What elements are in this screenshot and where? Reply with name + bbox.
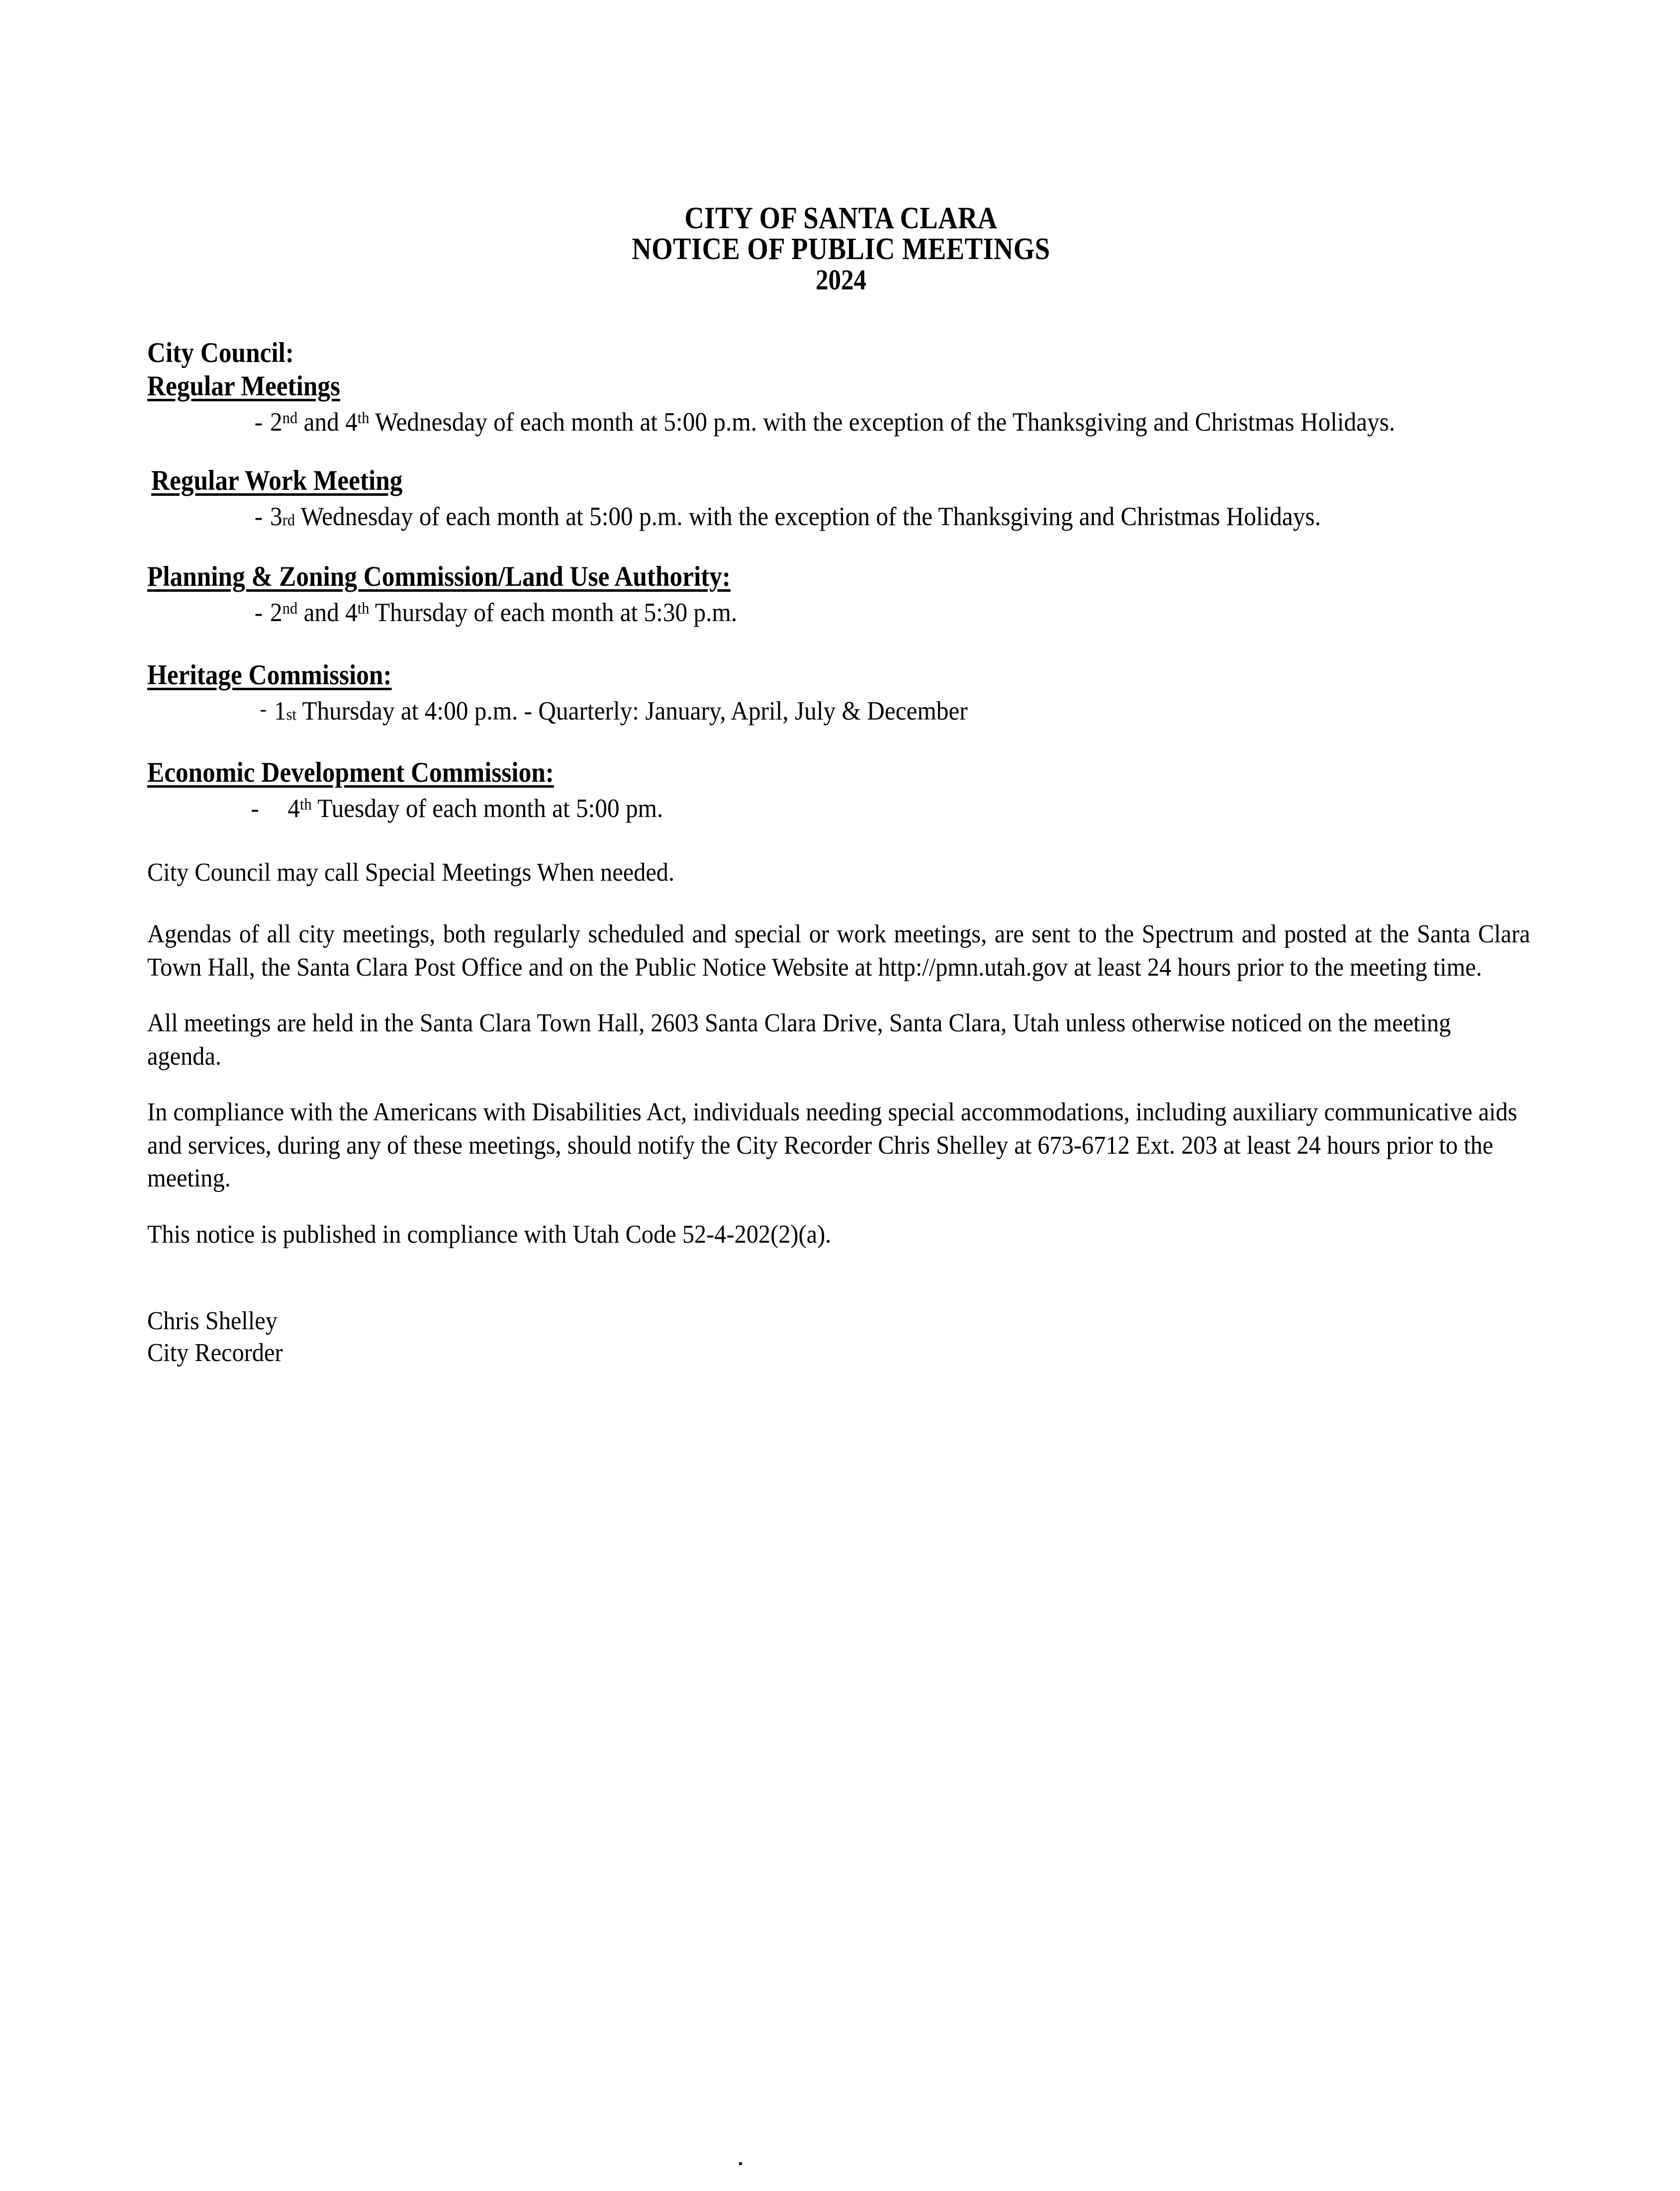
- title-line-notice: NOTICE OF PUBLIC MEETINGS: [632, 232, 1050, 266]
- detail-text: Thursday of each month at 5:30 p.m.: [374, 598, 738, 628]
- section-regular-meetings: [147, 370, 1535, 439]
- paragraph-special-meetings: City Council may call Special Meetings When needed.: [147, 858, 675, 887]
- document-title-block: [147, 203, 1535, 294]
- detail-regular-work-meeting: [147, 500, 1637, 534]
- paragraph-agendas: Agendas of all city meetings, both regularly scheduled and special or work meetings, are sent to the Spectrum and posted at the Santa Clara Town Hall, the Santa Clara Post Office and on the Public Notice Website at http://pmn.utah.gov at least 24 hours prior to the meeting time.: [147, 920, 1530, 982]
- heading-heritage-commission: Heritage Commission:: [147, 659, 392, 691]
- title-year: 2024: [815, 264, 867, 296]
- document-content: [147, 0, 1535, 1369]
- detail-ordinal-1-suffix: nd: [282, 600, 298, 618]
- detail-ordinal-1-suffix: nd: [282, 409, 298, 427]
- title-line-city: CITY OF SANTA CLARA: [684, 201, 998, 235]
- detail-ordinal-1-suffix: rd: [282, 511, 295, 530]
- heading-regular-meetings: Regular Meetings: [147, 370, 341, 402]
- signature-block: [147, 1305, 1438, 1369]
- detail-ordinal-1-suffix: th: [300, 795, 312, 814]
- detail-economic-development: [147, 792, 1633, 825]
- detail-planning-zoning: [147, 596, 1637, 630]
- signature-name: Chris Shelley: [147, 1306, 278, 1335]
- section-regular-work-meeting: [147, 465, 1535, 534]
- detail-text: Tuesday of each month at 5:00 pm.: [317, 794, 663, 823]
- section-planning-zoning: [147, 561, 1535, 630]
- scan-artifact-dot: [739, 2162, 742, 2165]
- signature-role: City Recorder: [147, 1339, 283, 1368]
- section-economic-development: [147, 757, 1535, 825]
- detail-text: Wednesday of each month at 5:00 p.m. with the exception of the Thanksgiving and Christmas Holidays.: [374, 407, 1396, 437]
- detail-ordinal-2-suffix: th: [357, 409, 370, 427]
- detail-dash: -: [251, 794, 259, 823]
- detail-conjunction: and: [303, 598, 339, 628]
- section-heritage-commission: [147, 659, 1535, 728]
- paragraph-location: All meetings are held in the Santa Clara Town Hall, 2603 Santa Clara Drive, Santa Clara, Utah unless otherwise noticed on the meeting agenda.: [147, 1009, 1451, 1071]
- paragraph-statute: This notice is published in compliance with Utah Code 52-4-202(2)(a).: [147, 1220, 832, 1249]
- detail-regular-meetings: [147, 406, 1637, 439]
- heading-city-council: City Council:: [147, 337, 294, 368]
- detail-ordinal-1-suffix: st: [286, 706, 296, 724]
- detail-ordinal-1: 2: [270, 598, 282, 628]
- detail-text: Wednesday of each month at 5:00 p.m. with the exception of the Thanksgiving and Christmas Holidays.: [300, 502, 1321, 531]
- detail-dash: -: [260, 697, 267, 721]
- paragraph-ada: In compliance with the Americans with Disabilities Act, individuals needing special accommodations, including auxiliary communicative aids and services, during any of these meetings, should notify the City Recorder Chris Shelley at 673-6712 Ext. 203 at least 24 hours prior to the meeting.: [147, 1098, 1517, 1193]
- detail-text: Thursday at 4:00 p.m. - Quarterly: January, April, July & December: [302, 697, 968, 726]
- detail-dash: -: [254, 598, 263, 628]
- detail-ordinal-1: 4: [287, 794, 300, 823]
- heading-regular-work-meeting: Regular Work Meeting: [151, 464, 403, 496]
- detail-dash: -: [254, 502, 263, 531]
- section-city-council: [147, 337, 1535, 369]
- detail-conjunction: and: [303, 407, 339, 437]
- detail-ordinal-1: 2: [270, 407, 282, 437]
- heading-economic-development: Economic Development Commission:: [147, 756, 554, 788]
- detail-ordinal-1: 1: [274, 697, 286, 726]
- detail-ordinal-2: 4: [345, 598, 358, 628]
- detail-dash: -: [254, 407, 263, 437]
- heading-planning-zoning: Planning & Zoning Commission/Land Use Authority:: [147, 561, 731, 593]
- detail-ordinal-1: 3: [270, 502, 282, 531]
- detail-ordinal-2: 4: [345, 407, 358, 437]
- detail-ordinal-2-suffix: th: [357, 600, 370, 618]
- detail-heritage-commission: [147, 695, 1642, 728]
